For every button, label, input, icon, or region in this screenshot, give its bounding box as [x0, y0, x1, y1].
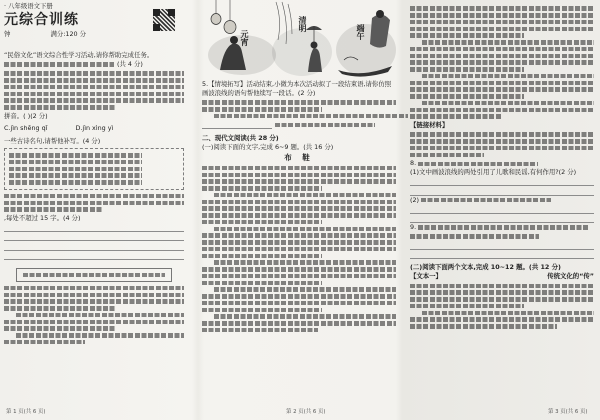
text-line	[410, 87, 594, 92]
text-line	[9, 160, 142, 165]
question-9-stem	[410, 223, 594, 232]
text-line	[202, 206, 396, 211]
answer-blank[interactable]	[202, 121, 272, 129]
page-footer-1: 第 1 页(共 6 页)	[6, 409, 46, 415]
poem-question: 一些古诗名句,请帮他补写。(4 分)	[4, 136, 101, 145]
text-line	[422, 40, 594, 45]
text-line	[410, 20, 594, 25]
text-line	[202, 267, 396, 272]
text-line	[422, 74, 594, 79]
text-line	[202, 301, 396, 306]
text-line	[202, 254, 322, 259]
festival-illustration	[202, 0, 396, 80]
text-line	[16, 313, 184, 318]
text-line	[410, 54, 594, 59]
text-line	[202, 240, 396, 245]
qr-code	[152, 8, 176, 32]
text-line	[9, 153, 142, 158]
text-line	[410, 132, 594, 137]
text-line	[410, 33, 524, 38]
question-8-2-text	[421, 198, 551, 203]
text-line	[410, 60, 594, 65]
text-line	[410, 304, 524, 309]
text-line	[410, 297, 594, 302]
question-8-number: 8.	[410, 159, 417, 168]
question-9-number: 9.	[410, 223, 417, 231]
text-line	[410, 81, 594, 86]
part-2-instruction: (二)阅读下面两个文本,完成 10~12 题。(共 12 分)	[410, 263, 561, 272]
answer-line[interactable]	[410, 250, 594, 259]
article-continuation	[410, 6, 594, 119]
festival-task-text	[4, 194, 184, 212]
text-line	[214, 314, 396, 319]
question-5: 5.【情境拓写】活动结束,小微为本次活动拟了一段结束语,请你仿照画波浪线的语句帮他续写一段话。(2 分)	[202, 80, 392, 97]
text-line	[410, 153, 484, 158]
text-line	[9, 167, 142, 172]
closing-remarks-tail	[275, 123, 375, 128]
text-line	[202, 274, 396, 279]
left-column	[0, 0, 192, 420]
text-line	[4, 293, 184, 298]
text-line	[410, 108, 594, 113]
text-line	[422, 101, 594, 106]
text-line	[202, 100, 396, 105]
text-line	[202, 294, 396, 299]
right-column	[404, 0, 600, 420]
answer-line[interactable]	[410, 186, 594, 195]
question-9-text	[418, 225, 588, 230]
answer-line[interactable]	[410, 241, 594, 250]
text-line	[214, 227, 396, 232]
text-line	[4, 201, 184, 206]
text-line	[4, 326, 116, 331]
part-1-instruction: (一)阅读下面的文字,完成 6~9 题。(共 16 分)	[202, 142, 334, 151]
pinyin-question: 拼音。( )(2 分)	[4, 111, 48, 120]
text-line	[4, 299, 184, 304]
text-line	[202, 247, 396, 252]
text-line	[202, 107, 322, 112]
text-line	[4, 85, 184, 90]
series-label: · 八年级语文下册	[4, 2, 53, 10]
text-line	[214, 260, 396, 265]
poem-fill-box	[4, 148, 184, 190]
option-c: C.jìn shēng qǐ	[4, 123, 48, 132]
middle-column	[198, 0, 400, 420]
text-line	[422, 311, 594, 316]
text-line	[4, 306, 116, 311]
pinyin-options	[4, 124, 184, 133]
text-line	[214, 114, 408, 119]
reading-instruction-box	[16, 268, 172, 282]
question-8-stem	[410, 159, 594, 168]
text-line	[214, 287, 396, 292]
text-line	[410, 284, 594, 289]
answer-line[interactable]	[410, 177, 594, 186]
question-9-text-cont	[410, 234, 594, 239]
text-1-label: 【文本一】	[410, 272, 442, 281]
closing-remarks-text	[202, 100, 396, 118]
answer-line[interactable]	[4, 232, 184, 241]
question-1-stem	[4, 60, 184, 69]
word-limit-note: ,每处不超过 15 字。(4 分)	[4, 214, 81, 222]
text-line	[410, 139, 594, 144]
text-line	[202, 321, 396, 326]
text-line	[9, 173, 142, 178]
activity-intro: “民俗文化”语文综合性学习活动,请你帮助完成任务。	[4, 51, 154, 59]
festival-label-qingming: 清明	[298, 16, 307, 32]
answer-line[interactable]	[4, 251, 184, 260]
time-label: 钟	[4, 30, 11, 38]
text-line	[4, 340, 85, 345]
page-title: 元综合训练	[4, 12, 79, 28]
question-1-text	[4, 62, 114, 67]
text-line	[202, 308, 322, 313]
text-line	[202, 233, 396, 238]
text-1-header	[410, 272, 594, 281]
score-label: 满分:120 分	[50, 30, 86, 38]
article-title: 布 鞋	[284, 152, 314, 162]
passage-text	[4, 71, 184, 109]
text-line	[4, 207, 103, 212]
text-line	[4, 286, 184, 291]
festival-illustration-art	[202, 0, 396, 80]
text-line	[202, 220, 322, 225]
text-line	[9, 180, 142, 185]
poem-analysis-text	[4, 286, 184, 345]
festival-label-yuanxiao: 元宵	[240, 30, 249, 46]
text-line	[410, 13, 594, 18]
text-line	[4, 105, 116, 110]
text-line	[410, 290, 594, 295]
text-line	[410, 114, 502, 119]
text-line	[4, 320, 184, 325]
text-line	[4, 92, 184, 97]
text-line	[202, 173, 396, 178]
text-line	[16, 333, 184, 338]
festival-label-duanwu: 端午	[356, 24, 365, 40]
text-line	[4, 98, 184, 103]
page-footer-2: 第 2 页(共 6 页)	[286, 409, 326, 415]
question-8-2-number: (2)	[410, 195, 420, 204]
answer-line[interactable]	[4, 241, 184, 250]
text-line	[410, 47, 594, 52]
text-line	[202, 213, 396, 218]
text-line	[202, 179, 396, 184]
answer-line[interactable]	[410, 214, 594, 223]
text-line	[4, 194, 184, 199]
closing-remarks-blank-line	[202, 121, 396, 130]
question-1-points: (共 4 分)	[117, 60, 143, 68]
text-line	[410, 94, 524, 99]
text-line	[410, 317, 594, 322]
question-8-text	[418, 162, 538, 167]
page-footer-3: 第 3 页(共 6 页)	[548, 409, 588, 415]
text-1-title: 传统文化的“传”	[547, 272, 594, 281]
text-line	[202, 200, 396, 205]
option-d: D.jìn xìng yì	[75, 123, 114, 132]
text-line	[410, 6, 594, 11]
answer-line[interactable]	[410, 205, 594, 214]
text-line	[410, 146, 594, 151]
article-body	[202, 166, 396, 333]
link-material-label: 【链接材料】	[410, 121, 449, 129]
question-8-2-stem	[410, 196, 594, 205]
text-line	[202, 186, 322, 191]
link-material-text	[410, 132, 594, 157]
answer-line[interactable]	[4, 223, 184, 232]
text-line	[4, 71, 184, 76]
question-8-1: (1)文中画波浪线的两处引用了儿歌和民谣,有何作用?(2 分)	[410, 168, 577, 177]
text-line	[410, 234, 539, 239]
text-line	[410, 67, 524, 72]
text-line	[202, 328, 318, 333]
text-line	[4, 78, 184, 83]
text-line	[214, 193, 396, 198]
reading-instruction-text	[23, 273, 165, 278]
text-line	[410, 27, 594, 32]
text-line	[202, 166, 396, 171]
text-1-body	[410, 284, 594, 329]
text-line	[410, 324, 557, 329]
section-2-heading: 二、现代文阅读(共 28 分)	[202, 133, 279, 142]
text-line	[202, 281, 322, 286]
